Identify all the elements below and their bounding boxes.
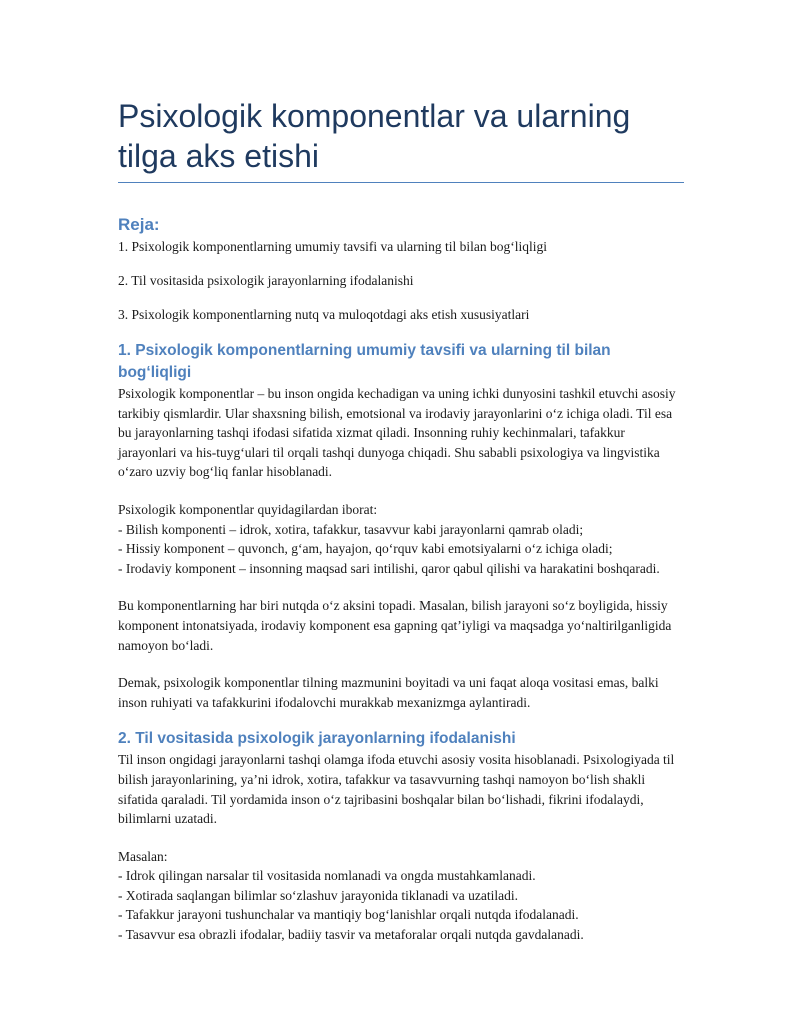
section-heading: 2. Til vositasida psixologik jarayonlarning ifodalanishi	[118, 730, 516, 748]
plan-item: 2. Til vositasida psixologik jarayonlarning ifodalanishi	[118, 273, 414, 288]
section-paragraph: Psixologik komponentlar – bu inson ongida kechadigan va uning ichki dunyosini tashkil etuvchi asosiy tarkibiy qismlardir. Ular shaxsning bilish, emotsional va irodaviy jarayonlarini o‘z ichiga oladi. Til esa bu jarayonlarning tashqi ifodasi sifatida xizmat qiladi. Insonning ruhiy kechinmalari, tafakkur jarayonlari va his-tuyg‘ulari til orqali tashqi dunyoga chiqadi. Shu sababli psixologiya va lingvistika o‘zaro uzviy bog‘liq fanlar hisoblanadi.	[118, 386, 676, 480]
plan-item: 1. Psixologik komponentlarning umumiy tavsifi va ularning til bilan bog‘liqligi	[118, 239, 547, 254]
section-heading: 1. Psixologik komponentlarning umumiy tavsifi va ularning til bilan bog‘liqligi	[118, 342, 611, 381]
section-paragraph: Til inson ongidagi jarayonlarni tashqi olamga ifoda etuvchi asosiy vosita hisoblanadi. Psixologiyada til bilish jarayonlarining, ya’ni idrok, xotira, tafakkur va tasavvurning tashqi namoyon bo‘lish shakli sifatida qaraladi. Til yordamida inson o‘z tajribasini boshqalar bilan bo‘lishadi, fikrini ifodalaydi, bilimlarni uzatadi.	[118, 752, 675, 827]
plan-item: 3. Psixologik komponentlarning nutq va muloqotdagi aks etish xususiyatlari	[118, 307, 530, 322]
section-paragraph: Psixologik komponentlar quyidagilardan iborat: - Bilish komponenti – idrok, xotira, tafakkur, tasavvur kabi jarayonlarni qamrab oladi; - Hissiy komponent – quvonch, g‘am, hayajon, qo‘rquv kabi emotsiyalarni o‘z ichiga oladi; - Irodaviy komponent – insonning maqsad sari intilishi, qaror qabul qilishi va harakatini boshqaradi.	[118, 501, 660, 576]
section-paragraph: Bu komponentlarning har biri nutqda o‘z aksini topadi. Masalan, bilish jarayoni so‘z boyligida, hissiy komponent intonatsiyada, irodaviy komponent esa gapning qat’iyligi va maqsadga yo‘naltirilganligida namoyon bo‘ladi.	[118, 598, 672, 653]
plan-heading: Reja:	[118, 215, 160, 234]
document-title: Psixologik komponentlar va ularning tilga aks etishi	[118, 98, 631, 174]
title-divider	[118, 182, 684, 183]
section-paragraph: Demak, psixologik komponentlar tilning mazmunini boyitadi va uni faqat aloqa vositasi emas, balki inson ruhiyati va tafakkurini ifodalovchi murakkab mexanizmga aylantiradi.	[118, 675, 659, 710]
document-body	[118, 96, 684, 945]
section-paragraph: Masalan: - Idrok qilingan narsalar til vositasida nomlanadi va ongda mustahkamlanadi. - Xotirada saqlangan bilimlar so‘zlashuv jarayonida tiklanadi va uzatiladi. - Tafakkur jarayoni tushunchalar va mantiqiy bog‘lanishlar orqali nutqda ifodalanadi. - Tasavvur esa obrazli ifodalar, badiiy tasvir va metaforalar orqali nutqda gavdalanadi.	[118, 848, 584, 943]
